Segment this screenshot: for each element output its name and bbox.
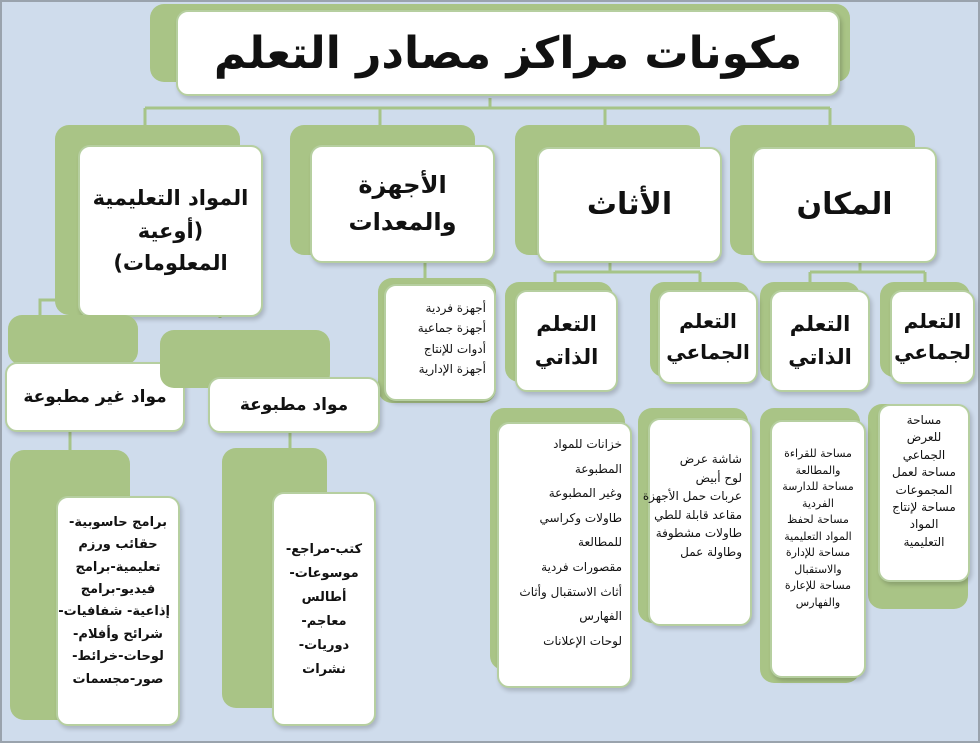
furniture-self-item: طاولات وكراسي [539,510,622,525]
furniture-self-line-1: التعلم [536,312,597,337]
printed-item: موسوعات- [289,566,359,582]
place-self-item: مساحة للإدارة [785,546,851,559]
category-equipment [310,145,495,263]
non-printed-item: لوحات-خرائط- [72,649,164,665]
printed-item: دوريات- [298,638,350,654]
furniture-group-item: وطاولة عمل [680,544,742,559]
furniture-self-line-2: الذاتي [534,345,599,369]
equipment-items-box [384,284,496,401]
category-materials-line-1: المواد التعليمية [92,186,249,211]
furniture-self-items-box [497,422,632,688]
furniture-self-item: خزانات للمواد [553,437,622,451]
place-group-items-box [878,404,970,582]
place-self-line-1: التعلم [789,312,851,337]
diagram-title: مكونات مراكز مصادر التعلم [176,10,840,96]
place-self-item: والفهارس [795,595,841,609]
furniture-group-item: طاولات مشطوفة [655,526,742,541]
furniture-group-item: مقاعد قابلة للطي [654,507,742,522]
non-printed-item: فيديو-برامج [80,582,156,598]
category-equipment-line-2: والمعدات [348,208,457,236]
place-self-items-box [770,420,866,678]
equipment-item: أدوات للإنتاج [423,341,486,356]
place-self-item: مساحة للدارسة [782,480,854,493]
place-group-item: مساحة لعمل [892,465,956,480]
furniture-group-line-2: الجماعي [666,340,750,364]
place-self-item: مساحة لحفظ [787,513,849,526]
place-self-item: مساحة للقراءة [784,447,852,460]
non-printed-label: مواد غير مطبوعة [23,386,167,407]
printed-items-box [272,492,376,726]
non-printed-materials [5,362,185,432]
place-group-item: المجموعات [895,482,953,497]
furniture-group-item: لوح أبيض [695,470,742,485]
furniture-self-item: أثاث الاستقبال وأثاث [519,584,622,599]
non-printed-item: برامج حاسوبية- [68,515,168,530]
place-group-item: المواد [909,517,939,532]
place-self-item: المواد التعليمية [784,529,852,543]
place-group-item: الجماعي [902,447,946,462]
non-printed-shadow [8,315,138,365]
place-group-item: مساحة [906,413,942,427]
non-printed-item: صور-مجسمات [72,671,164,687]
printed-item: معاجم- [301,614,347,630]
furniture-self-item: لوحات الإعلانات [543,633,622,648]
equipment-item: أجهزة الإدارية [418,362,486,377]
furniture-group-items-box [642,418,752,626]
category-place-label: المكان [796,186,893,222]
furniture-self-item: مقصورات فردية [541,559,622,574]
printed-item: نشرات [302,662,346,678]
printed-item: كتب-مراجع- [285,542,363,557]
non-printed-item: حقائب ورزم [78,537,158,553]
place-self-learning [770,290,870,392]
furniture-self-item: المطبوعة [574,461,622,476]
equipment-item: أجهزة جماعية [417,321,486,336]
category-materials-line-3: المعلومات) [113,251,228,276]
place-self-item: الفردية [802,496,834,510]
category-place [752,147,937,263]
category-furniture-label: الأثاث [586,186,673,222]
furniture-self-item: الفهارس [579,609,622,624]
category-materials [78,145,263,317]
furniture-group-item: شاشة عرض [679,452,742,466]
place-group-item: مساحة لإنتاج [892,499,956,514]
category-materials-line-2: (أوعية [137,218,204,243]
place-self-item: والاستقبال [794,562,842,576]
printed-item: أطالس [301,590,347,606]
non-printed-items-box [56,496,180,726]
place-self-item: مساحة للإعارة [784,579,852,592]
category-furniture [537,147,722,263]
non-printed-item: تعليمية-برامج [75,559,161,575]
place-self-line-2: الذاتي [788,345,852,369]
category-equipment-line-1: الأجهزة [358,170,447,199]
furniture-self-item: وغير المطبوعة [548,486,622,501]
non-printed-item: شرائح وأفلام- [73,626,163,642]
place-group-item: للعرض [906,430,942,445]
printed-materials [208,377,380,433]
printed-label: مواد مطبوعة [239,394,349,415]
furniture-group-line-1: التعلم [679,309,737,333]
furniture-self-learning [515,290,618,392]
non-printed-item: إذاعية- شفافيات- [58,604,170,620]
furniture-self-item: للمطالعة [578,535,622,550]
furniture-group-learning [658,290,758,384]
place-group-line-1: التعلم [903,309,962,333]
furniture-group-item: عربات حمل الأجهزة [642,489,742,504]
equipment-item: أجهزة فردية [425,301,486,315]
place-group-learning [890,290,975,384]
place-self-item: والمطالعة [795,463,841,477]
place-group-line-2: لجماعي [894,340,971,364]
place-group-item: التعليمية [903,534,945,549]
